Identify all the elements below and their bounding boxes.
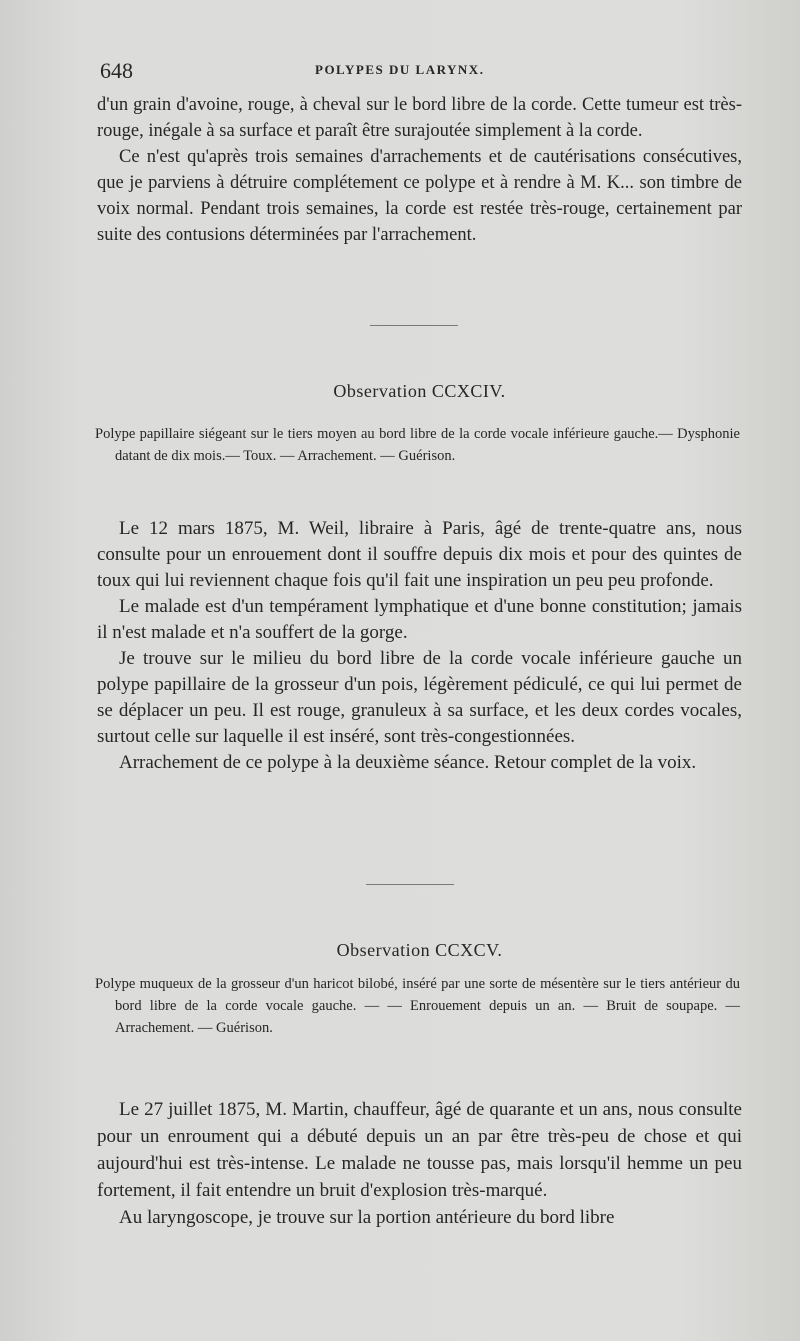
observation-summary: Polype papillaire siégeant sur le tiers moyen au bord libre de la corde vocale inférieure gauche.— Dysphonie datant de dix mois.— Toux. — Arrachement. — Guérison. xyxy=(95,426,740,464)
section-divider xyxy=(370,325,458,326)
section-divider xyxy=(366,884,454,885)
observation-body xyxy=(97,516,742,776)
observation-body xyxy=(97,1096,742,1231)
continued-text xyxy=(97,92,742,248)
running-title: POLYPES DU LARYNX. xyxy=(315,62,485,77)
paragraph: Le malade est d'un tempérament lymphatique et d'une bonne constitution; jamais il n'est malade et n'a souffert de la gorge. xyxy=(97,596,742,643)
observation-heading: Observation CCXCV. xyxy=(336,940,503,960)
paragraph: Au laryngoscope, je trouve sur la portion antérieure du bord libre xyxy=(119,1207,615,1228)
paragraph: Je trouve sur le milieu du bord libre de la corde vocale inférieure gauche un polype papillaire de la grosseur d'un pois, légèrement pédiculé, ce qui lui permet de se déplacer un peu. Il est rouge, granuleux à sa surface, et les deux cordes vocales, surtout celle sur laquelle il est inséré, sont très-congestionnées. xyxy=(97,648,742,747)
page-number: 648 xyxy=(100,58,133,83)
paragraph: Ce n'est qu'après trois semaines d'arrachements et de cautérisations consécutives, que je parviens à détruire complétement ce polype et à rendre à M. K... son timbre de voix normal. Pendant trois semaines, la corde est restée très-rouge, certainement par suite des contusions déterminées par l'arrachement. xyxy=(97,147,742,245)
paragraph: d'un grain d'avoine, rouge, à cheval sur le bord libre de la corde. Cette tumeur est très-rouge, inégale à sa surface et paraît être surajoutée simplement à la corde. xyxy=(97,95,742,141)
paragraph: Le 27 juillet 1875, M. Martin, chauffeur, âgé de quarante et un ans, nous consulte pour un enroument qui a débuté depuis un an par être très-peu de chose et qui aujourd'hui est très-intense. Le malade ne tousse pas, mais lorsqu'il hemme un peu fortement, il fait entendre un bruit d'explosion très-marqué. xyxy=(97,1099,742,1201)
observation-summary: Polype muqueux de la grosseur d'un haricot bilobé, inséré par une sorte de mésentère sur le tiers antérieur du bord libre de la corde vocale gauche. — — Enrouement depuis un an. — Bruit de soupape. — Arrachement. — Guérison. xyxy=(95,976,740,1036)
observation-heading: Observation CCXCIV. xyxy=(333,381,506,401)
paragraph: Le 12 mars 1875, M. Weil, libraire à Paris, âgé de trente-quatre ans, nous consulte pour un enrouement dont il souffre depuis dix mois et pour des quintes de toux qui lui reviennent chaque fois qu'il fait une inspiration un peu peu profonde. xyxy=(97,518,742,591)
paragraph: Arrachement de ce polype à la deuxième séance. Retour complet de la voix. xyxy=(119,752,697,773)
running-head xyxy=(100,56,745,86)
